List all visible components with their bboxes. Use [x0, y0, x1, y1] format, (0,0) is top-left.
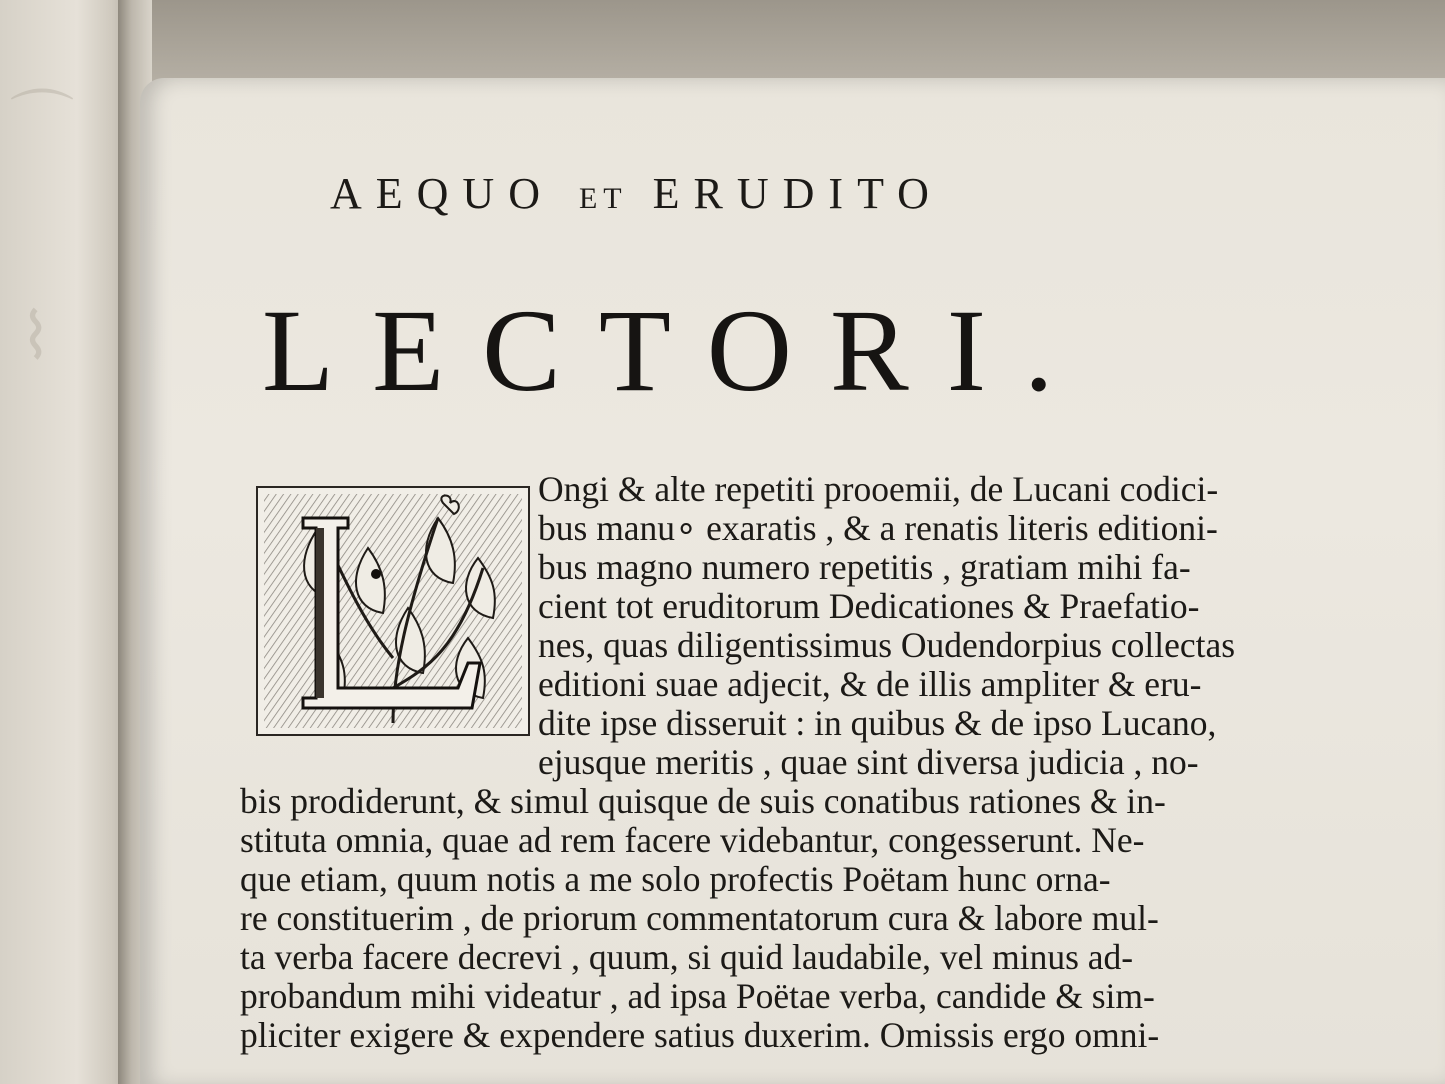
text-line: ta verba facere decrevi , quum, si quid laudabile, vel minus ad- [240, 937, 1134, 977]
body-text [240, 470, 1280, 1055]
text-line: bus magno numero repetitis , gratiam mihi fa- [538, 547, 1191, 587]
page-heading [330, 168, 1230, 219]
text-line: re constituerim , de priorum commentatorum cura & labore mul- [240, 898, 1159, 938]
text-line: que etiam, quum notis a me solo profectis Poëtam hunc orna- [240, 859, 1111, 899]
text-line: editioni suae adjecit, & de illis ampliter & eru- [538, 664, 1202, 704]
text-line: ejusque meritis , quae sint diversa judicia , no- [538, 742, 1199, 782]
text-line: pliciter exigere & expendere satius duxerim. Omissis ergo omni- [240, 1015, 1160, 1055]
text-line: dite ipse disseruit : in quibus & de ipso Lucano, [538, 703, 1217, 743]
page-title: LECTORI. [262, 285, 1092, 416]
text-line: nes, quas diligentissimus Oudendorpius collectas [538, 625, 1236, 665]
text-line: cient tot eruditorum Dedicationes & Praefatio- [538, 586, 1200, 626]
text-line: bus manu∘ exaratis , & a renatis literis editioni- [538, 508, 1218, 548]
bleed-through-mark: ⌒ [10, 85, 74, 159]
heading-word: ERUDITO [652, 169, 943, 218]
bleed-through-mark: ⌇ [20, 300, 52, 374]
text-line: stituta omnia, quae ad rem facere videbantur, congesserunt. Ne- [240, 820, 1145, 860]
text-line: probandum mihi videatur , ad ipsa Poëtae verba, candide & sim- [240, 976, 1155, 1016]
background-surface [140, 0, 1445, 82]
heading-word-small: ET [578, 182, 628, 215]
text-line-content: Ongi & alte repetiti prooemii, de Lucani codici- [538, 469, 1219, 509]
text-line: bis prodiderunt, & simul quisque de suis conatibus rationes & in- [240, 781, 1166, 821]
text-line [240, 470, 1280, 509]
heading-word: AEQUO [330, 169, 554, 218]
